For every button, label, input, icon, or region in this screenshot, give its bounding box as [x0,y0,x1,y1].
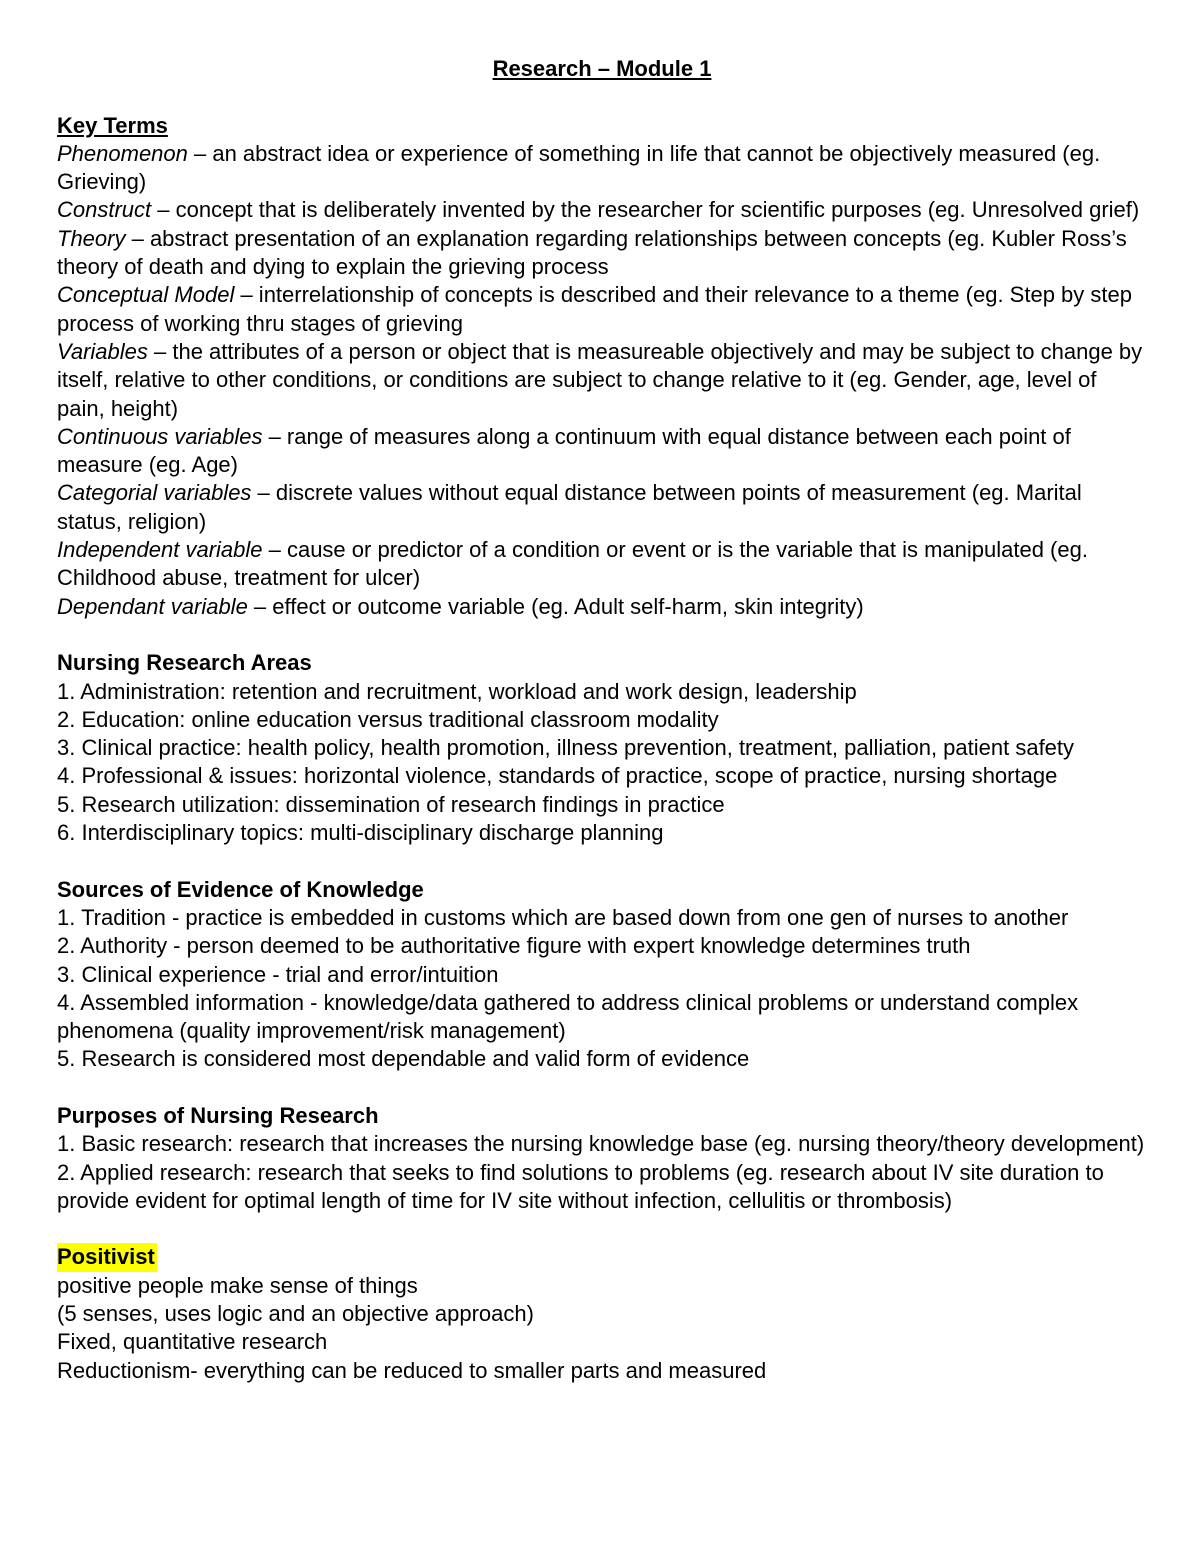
list-item: positive people make sense of things [57,1272,418,1298]
positivist-heading-line [57,1243,1147,1271]
list-item: 5. Research utilization: dissemination of research findings in practice [57,791,725,817]
list-item: 2. Authority - person deemed to be authoritative figure with expert knowledge determines truth [57,933,971,959]
term-definition: – an abstract idea or experience of something in life that cannot be objectively measured (eg. Grieving) [57,140,1101,195]
key-term-item [57,225,1147,282]
key-terms-heading: Key Terms [57,112,168,138]
term-name: Theory [57,225,126,251]
term-definition: – cause or predictor of a condition or event or is the variable that is manipulated (eg. Childhood abuse, treatment for ulcer) [57,537,1088,591]
key-term-item [57,479,1147,536]
list-item: Fixed, quantitative research [57,1329,328,1355]
nursing-research-areas-heading: Nursing Research Areas [57,650,312,676]
positivist-section [57,1243,1147,1384]
list-item: 4. Professional & issues: horizontal violence, standards of practice, scope of practice, nursing shortage [57,763,1058,789]
list-item: 1. Administration: retention and recruitment, workload and work design, leadership [57,678,857,704]
sources-of-evidence-section [57,876,1147,1074]
term-name: Conceptual Model [57,282,235,308]
purposes-section [57,1102,1147,1215]
list-item: 1. Tradition - practice is embedded in customs which are based down from one gen of nurses to another [57,904,1069,930]
list-item: 2. Education: online education versus traditional classroom modality [57,706,719,732]
term-definition: – abstract presentation of an explanation regarding relationships between concepts (eg. Kubler Ross’s theory of death and dying to explain the grieving process [57,225,1127,280]
list-item: Reductionism- everything can be reduced to smaller parts and measured [57,1357,767,1383]
term-definition: – range of measures along a continuum with equal distance between each point of measure (eg. Age) [57,423,1071,478]
list-item: 3. Clinical practice: health policy, health promotion, illness prevention, treatment, palliation, patient safety [57,735,1075,761]
list-item: 2. Applied research: research that seeks to find solutions to problems (eg. research about IV site duration to provide evident for optimal length of time for IV site without infection, cellulitis or thrombosis) [57,1159,1104,1213]
term-definition: – discrete values without equal distance between points of measurement (eg. Marital status, religion) [57,480,1082,534]
key-term-item [57,281,1147,338]
document-title: Research – Module 1 [492,56,712,81]
key-term-item [57,423,1147,480]
positivist-heading: Positivist [57,1243,157,1271]
term-definition: – the attributes of a person or object that is measureable objectively and may be subject to change by itself, relative to other conditions, or conditions are subject to change relative to it (eg. Gender, age, level of pain, height) [57,338,1143,421]
list-item: 3. Clinical experience - trial and error/intuition [57,961,499,987]
key-term-item [57,536,1147,593]
list-item: 1. Basic research: research that increases the nursing knowledge base (eg. nursing theory/theory development) [57,1131,1145,1157]
key-terms-section [57,112,1147,621]
term-name: Phenomenon [57,140,188,166]
document-page [57,55,1147,1385]
nursing-research-areas-section [57,649,1147,847]
purposes-heading: Purposes of Nursing Research [57,1102,379,1128]
term-definition: – effect or outcome variable (eg. Adult self-harm, skin integrity) [247,593,864,619]
list-item: (5 senses, uses logic and an objective approach) [57,1301,534,1327]
key-term-item [57,140,1147,197]
key-term-item [57,196,1147,224]
term-name: Independent variable [57,537,263,563]
term-definition: – concept that is deliberately invented by the researcher for scientific purposes (eg. Unresolved grief) [151,197,1140,223]
term-name: Dependant variable [57,593,248,619]
term-name: Variables [57,338,148,364]
term-name: Construct [57,197,152,223]
list-item: 5. Research is considered most dependable and valid form of evidence [57,1046,750,1072]
key-term-item [57,338,1147,423]
list-item: 4. Assembled information - knowledge/data gathered to address clinical problems or understand complex phenomena (quality improvement/risk management) [57,989,1079,1044]
term-name: Categorial variables [57,480,252,506]
list-item: 6. Interdisciplinary topics: multi-disciplinary discharge planning [57,820,664,846]
sources-of-evidence-heading: Sources of Evidence of Knowledge [57,876,424,902]
term-definition: – interrelationship of concepts is described and their relevance to a theme (eg. Step by step process of working thru stages of grieving [57,282,1132,336]
term-name: Continuous variables [57,423,263,449]
key-term-item [57,593,1147,621]
